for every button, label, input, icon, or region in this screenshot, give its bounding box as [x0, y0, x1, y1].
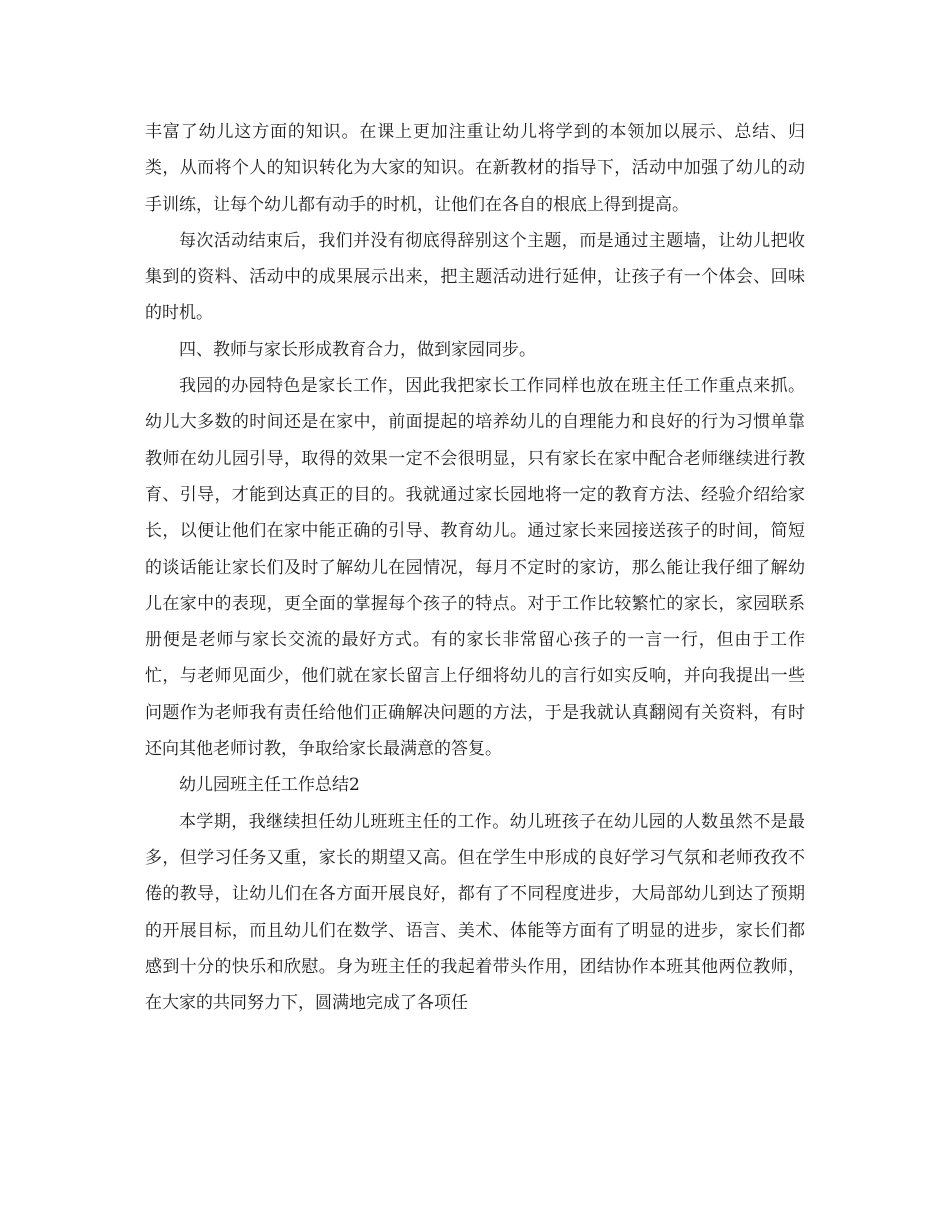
paragraph: 本学期，我继续担任幼儿班班主任的工作。幼儿班孩子在幼儿园的人数虽然不是最多，但学习任务又重，家长的期望又高。但在学生中形成的良好学习气氛和老师孜孜不倦的教导，让幼儿们在各方面开展良好，都有了不同程度进步，大局部幼儿到达了预期的开展目标，而且幼儿们在数学、语言、美术、体能等方面有了明显的进步，家长们都感到十分的快乐和欣慰。身为班主任的我起着带头作用，团结协作本班其他两位教师，在大家的共同努力下，圆满地完成了各项任	[145, 811, 805, 1014]
document-page	[145, 114, 805, 1021]
paragraph: 丰富了幼儿这方面的知识。在课上更加注重让幼儿将学到的本领加以展示、总结、归类，从而将个人的知识转化为大家的知识。在新教材的指导下，活动中加强了幼儿的动手训练，让每个幼儿都有动手的时机，让他们在各自的根底上得到提高。	[145, 122, 805, 215]
paragraph: 每次活动结束后，我们并没有彻底得辞别这个主题，而是通过主题墙，让幼儿把收集到的资料、活动中的成果展示出来，把主题活动进行延伸，让孩子有一个体会、回味的时机。	[145, 230, 805, 324]
section-title: 幼儿园班主任工作总结2	[179, 775, 360, 796]
paragraph: 我园的办园特色是家长工作，因此我把家长工作同样也放在班主任工作重点来抓。幼儿大多数的时间还是在家中，前面提起的培养幼儿的自理能力和良好的行为习惯单靠教师在幼儿园引导，取得的效果一定不会很明显，只有家长在家中配合老师继续进行教育、引导，才能到达真正的目的。我就通过家长园地将一定的教育方法、经验介绍给家长，以便让他们在家中能正确的引导、教育幼儿。通过家长来园接送孩子的时间，简短的谈话能让家长们及时了解幼儿在园情况，每月不定时的家访，那么能让我仔细了解幼儿在家中的表现，更全面的掌握每个孩子的特点。对于工作比较繁忙的家长，家园联系册便是老师与家长交流的最好方式。有的家长非常留心孩子的一言一行，但由于工作忙，与老师见面少，他们就在家长留言上仔细将幼儿的言行如实反响，并向我提出一些问题作为老师我有责任给他们正确解决问题的方法，于是我就认真翻阅有关资料，有时还向其他老师讨教，争取给家长最满意的答复。	[145, 376, 805, 760]
section-heading: 四、教师与家长形成教育合力，做到家园同步。	[179, 339, 536, 360]
